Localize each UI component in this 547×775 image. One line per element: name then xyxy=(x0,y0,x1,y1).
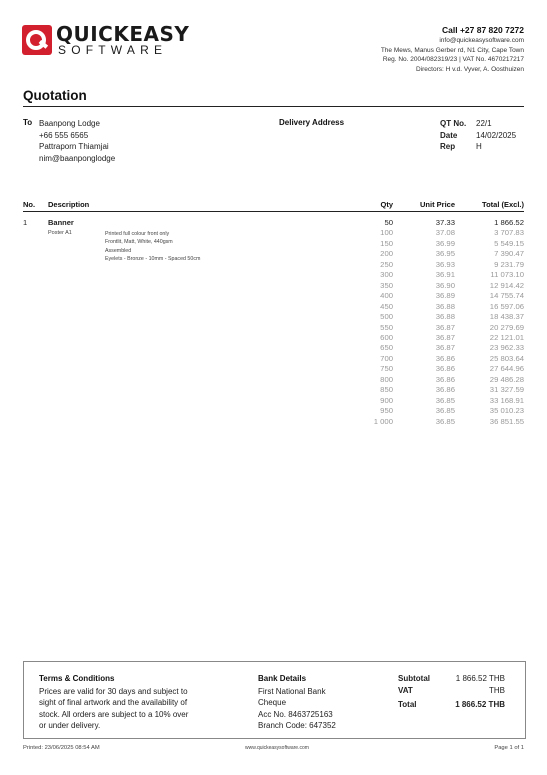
row-total: 1 866.52 xyxy=(494,218,524,227)
row-unit-price: 36.89 xyxy=(435,291,455,301)
row-qty: 250 xyxy=(380,259,393,269)
company-email: info@quickeasysoftware.com xyxy=(439,37,524,44)
item-number: 1 xyxy=(23,218,28,227)
row-total: 23 962.33 xyxy=(489,343,524,353)
row-unit-price: 36.86 xyxy=(435,385,455,395)
row-qty: 300 xyxy=(380,270,393,280)
row-total: 22 121.01 xyxy=(489,332,524,342)
bank-account-type: Cheque xyxy=(258,698,287,708)
date-value: 14/02/2025 xyxy=(476,130,517,140)
row-total: 16 597.06 xyxy=(489,301,524,311)
vat-label: VAT xyxy=(398,686,413,695)
terms-line: sight of final artwork and the availability of xyxy=(39,698,188,708)
company-logo-icon xyxy=(22,25,52,55)
row-unit-price: 36.90 xyxy=(435,280,455,290)
bank-heading: Bank Details xyxy=(258,674,307,683)
row-qty: 200 xyxy=(380,249,393,259)
row-total: 27 644.96 xyxy=(489,364,524,374)
row-qty: 800 xyxy=(380,374,393,384)
row-qty: 150 xyxy=(380,238,393,248)
row-total: 5 549.15 xyxy=(494,238,524,248)
col-header-total: Total (Excl.) xyxy=(482,200,524,209)
customer-name: Baanpong Lodge xyxy=(39,119,100,128)
row-unit-price: 36.95 xyxy=(435,249,455,259)
item-subtitle: Poster A1 xyxy=(48,230,72,236)
quote-meta-labels xyxy=(440,118,466,153)
row-total: 20 279.69 xyxy=(489,322,524,332)
customer-details xyxy=(39,118,115,165)
item-description-line: Eyelets - Bronze - 10mm - Spaced 50cm xyxy=(105,255,201,262)
row-total: 35 010.23 xyxy=(489,406,524,416)
row-unit-price: 36.87 xyxy=(435,343,455,353)
quote-meta-values xyxy=(476,118,516,153)
bank-branch-code: Branch Code: 647352 xyxy=(258,720,336,730)
row-qty: 850 xyxy=(380,385,393,395)
row-total: 11 073.10 xyxy=(490,270,524,280)
to-label: To xyxy=(23,118,33,127)
row-qty: 950 xyxy=(380,406,393,416)
company-phone: Call +27 87 820 7272 xyxy=(442,25,524,35)
terms-line: Prices are valid for 30 days and subject to xyxy=(39,687,188,696)
row-qty: 100 xyxy=(380,228,393,238)
qt-no-value: 22/1 xyxy=(476,119,492,128)
row-total: 18 438.37 xyxy=(489,312,524,322)
row-total: 29 486.28 xyxy=(489,374,524,384)
row-total: 14 755.74 xyxy=(489,291,524,301)
row-total: 31 327.59 xyxy=(489,385,524,395)
item-title: Banner xyxy=(48,218,74,227)
subtotal-label: Subtotal xyxy=(398,674,430,683)
row-unit-price: 36.87 xyxy=(435,332,455,342)
total-value: 1 866.52 THB xyxy=(455,700,505,709)
subtotal-value: 1 866.52 THB xyxy=(455,674,505,683)
row-qty: 500 xyxy=(380,312,393,322)
row-total: 12 914.42 xyxy=(489,280,524,290)
bank-details xyxy=(258,686,336,731)
col-header-qty: Qty xyxy=(380,200,393,209)
row-unit-price: 36.88 xyxy=(435,301,455,311)
row-qty: 400 xyxy=(380,291,393,301)
terms-heading: Terms & Conditions xyxy=(39,674,115,683)
item-description-line: Assembled xyxy=(105,247,132,254)
company-address: The Mews, Manus Gerber rd, N1 City, Cape Town xyxy=(380,46,524,54)
date-label: Date xyxy=(440,130,458,140)
rep-label: Rep xyxy=(440,142,456,152)
row-qty: 1 000 xyxy=(373,416,393,426)
printed-timestamp: Printed: 23/06/2025 08:54 AM xyxy=(23,745,100,751)
row-total: 3 707.83 xyxy=(494,228,524,238)
row-total: 9 231.79 xyxy=(494,259,524,269)
total-label: Total xyxy=(398,700,417,709)
row-unit-price: 36.99 xyxy=(435,238,455,248)
item-description xyxy=(105,230,245,263)
row-qty: 350 xyxy=(380,280,393,290)
company-registration: Reg. No. 2004/082319/23 | VAT No. 4670217217 xyxy=(382,56,524,64)
row-unit-price: 37.08 xyxy=(435,228,455,238)
company-directors: Directors: H v.d. Vyver, A. Oosthuizen xyxy=(415,65,524,73)
page-title: Quotation xyxy=(23,88,87,103)
row-unit-price: 36.91 xyxy=(435,270,455,280)
page-number: Page 1 of 1 xyxy=(494,745,524,751)
row-total: 25 803.64 xyxy=(489,353,524,363)
bank-name: First National Bank xyxy=(258,687,326,696)
col-header-unit-price: Unit Price xyxy=(419,200,455,209)
row-unit-price: 36.86 xyxy=(435,353,455,363)
rep-value: H xyxy=(476,142,482,152)
terms-text xyxy=(39,686,188,731)
row-unit-price: 36.86 xyxy=(435,364,455,374)
row-unit-price: 36.85 xyxy=(435,395,455,405)
brand-name: QUICKEASY xyxy=(56,22,190,46)
row-qty: 600 xyxy=(380,332,393,342)
row-unit-price: 36.88 xyxy=(435,312,455,322)
row-total: 7 390.47 xyxy=(494,249,524,259)
row-qty: 450 xyxy=(380,301,393,311)
website-link[interactable]: www.quickeasysoftware.com xyxy=(245,745,309,751)
brand-tagline: SOFTWARE xyxy=(58,43,168,57)
col-header-description: Description xyxy=(48,200,90,209)
row-total: 36 851.55 xyxy=(489,416,524,426)
item-description-line: Printed full colour front only xyxy=(105,231,170,237)
row-total: 33 168.91 xyxy=(489,395,524,405)
row-qty: 750 xyxy=(380,364,393,374)
row-qty: 650 xyxy=(380,343,393,353)
delivery-address-label: Delivery Address xyxy=(279,118,345,127)
row-unit-price: 36.87 xyxy=(435,322,455,332)
terms-line: stock. All orders are subject to a 10% over xyxy=(39,709,189,719)
col-header-no: No. xyxy=(23,200,36,209)
vat-value: THB xyxy=(489,686,505,695)
row-unit-price: 37.33 xyxy=(435,218,455,227)
row-qty: 700 xyxy=(380,353,393,363)
qt-no-label: QT No. xyxy=(440,119,467,128)
row-qty: 550 xyxy=(380,322,393,332)
company-contact xyxy=(381,25,524,74)
item-description-line: Frontlit, Matt, White, 440gsm xyxy=(105,239,173,246)
customer-phone: +66 555 6565 xyxy=(39,130,89,140)
row-qty: 900 xyxy=(380,395,393,405)
row-unit-price: 36.85 xyxy=(435,406,455,416)
row-unit-price: 36.93 xyxy=(435,259,455,269)
table-header-divider xyxy=(23,211,524,212)
row-unit-price: 36.85 xyxy=(435,416,455,426)
terms-line: or under delivery. xyxy=(39,720,101,730)
row-unit-price: 36.86 xyxy=(435,374,455,384)
bank-account-number: Acc No. 8463725163 xyxy=(258,709,333,719)
row-qty: 50 xyxy=(384,218,393,227)
customer-email: nim@baanponglodge xyxy=(39,154,116,164)
title-divider xyxy=(23,106,524,107)
customer-contact: Pattraporn Thiamjai xyxy=(39,142,109,152)
